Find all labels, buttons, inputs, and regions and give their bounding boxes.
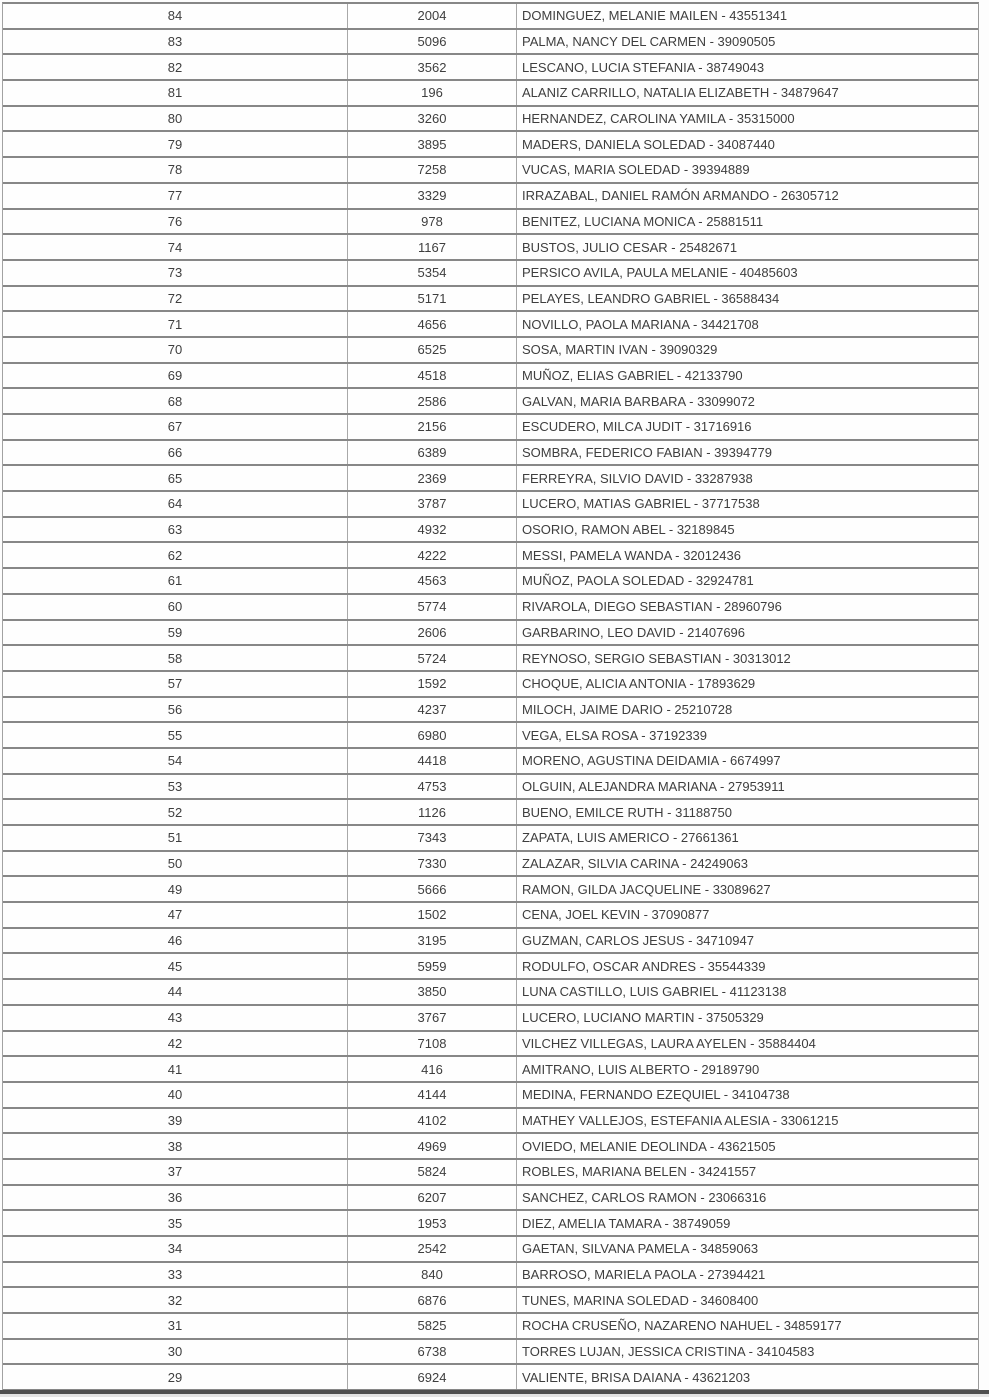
table-row [3, 312, 978, 338]
name-dni-cell: LESCANO, LUCIA STEFANIA - 38749043 [522, 59, 765, 75]
number-cell: 978 [347, 210, 517, 234]
number-cell: 6389 [347, 441, 517, 465]
table-row [3, 287, 978, 313]
order-cell: 55 [167, 727, 183, 743]
name-dni-cell: OSORIO, RAMON ABEL - 32189845 [522, 522, 735, 538]
number-cell: 1126 [347, 800, 517, 824]
order-cell: 50 [167, 856, 183, 872]
number-cell: 3562 [347, 55, 517, 79]
number-cell: 5171 [347, 287, 517, 311]
table-row [3, 980, 978, 1006]
name-dni-cell: PELAYES, LEANDRO GABRIEL - 36588434 [522, 290, 780, 306]
table-row [3, 492, 978, 518]
order-cell: 54 [167, 753, 183, 769]
name-dni-cell: ROBLES, MARIANA BELEN - 34241557 [522, 1164, 757, 1180]
number-cell: 4969 [347, 1134, 517, 1158]
table-row [3, 389, 978, 415]
table-row [3, 55, 978, 81]
table-row [3, 1340, 978, 1366]
table-row [3, 1211, 978, 1237]
order-cell: 58 [167, 650, 183, 666]
table-row [3, 1057, 978, 1083]
order-cell: 78 [167, 162, 183, 178]
table-row [3, 338, 978, 364]
number-cell: 5825 [347, 1314, 517, 1338]
order-cell: 82 [167, 59, 183, 75]
order-cell: 29 [167, 1369, 183, 1385]
table-row [3, 903, 978, 929]
number-cell: 1167 [347, 235, 517, 259]
table-row [3, 1134, 978, 1160]
number-cell: 1953 [347, 1211, 517, 1235]
table-row [3, 954, 978, 980]
number-cell: 4753 [347, 775, 517, 799]
number-cell: 7108 [347, 1032, 517, 1056]
order-cell: 34 [167, 1241, 183, 1257]
roster-table-body [3, 4, 978, 1391]
name-dni-cell: MUÑOZ, PAOLA SOLEDAD - 32924781 [522, 573, 754, 589]
order-cell: 72 [167, 290, 183, 306]
order-cell: 39 [167, 1112, 183, 1128]
order-cell: 35 [167, 1215, 183, 1231]
name-dni-cell: ALANIZ CARRILLO, NATALIA ELIZABETH - 34879647 [522, 85, 839, 101]
table-row [3, 1109, 978, 1135]
table-row [3, 235, 978, 261]
name-dni-cell: GAETAN, SILVANA PAMELA - 34859063 [522, 1241, 759, 1257]
name-dni-cell: VILCHEZ VILLEGAS, LAURA AYELEN - 35884404 [522, 1035, 816, 1051]
order-cell: 68 [167, 393, 183, 409]
number-cell: 196 [347, 81, 517, 105]
number-cell: 4237 [347, 698, 517, 722]
number-cell: 3787 [347, 492, 517, 516]
name-dni-cell: TORRES LUJAN, JESSICA CRISTINA - 34104583 [522, 1344, 815, 1360]
table-row [3, 775, 978, 801]
order-cell: 30 [167, 1344, 183, 1360]
name-dni-cell: AMITRANO, LUIS ALBERTO - 29189790 [522, 1061, 760, 1077]
page-bottom-shadow [0, 1394, 989, 1397]
number-cell: 6207 [347, 1186, 517, 1210]
table-row [3, 672, 978, 698]
number-cell: 5774 [347, 595, 517, 619]
table-row [3, 466, 978, 492]
number-cell: 1502 [347, 903, 517, 927]
order-cell: 57 [167, 676, 183, 692]
order-cell: 33 [167, 1267, 183, 1283]
name-dni-cell: ZAPATA, LUIS AMERICO - 27661361 [522, 830, 739, 846]
name-dni-cell: PALMA, NANCY DEL CARMEN - 39090505 [522, 34, 776, 50]
name-dni-cell: CHOQUE, ALICIA ANTONIA - 17893629 [522, 676, 756, 692]
table-row [3, 107, 978, 133]
number-cell: 5824 [347, 1160, 517, 1184]
name-dni-cell: PERSICO AVILA, PAULA MELANIE - 40485603 [522, 265, 798, 281]
name-dni-cell: GUZMAN, CARLOS JESUS - 34710947 [522, 933, 754, 949]
table-row [3, 1160, 978, 1186]
table-row [3, 621, 978, 647]
name-dni-cell: BARROSO, MARIELA PAOLA - 27394421 [522, 1267, 766, 1283]
number-cell: 4418 [347, 749, 517, 773]
number-cell: 1592 [347, 672, 517, 696]
order-cell: 40 [167, 1087, 183, 1103]
table-row [3, 518, 978, 544]
order-cell: 56 [167, 701, 183, 717]
number-cell: 6525 [347, 338, 517, 362]
name-dni-cell: LUCERO, MATIAS GABRIEL - 37717538 [522, 496, 760, 512]
order-cell: 49 [167, 881, 183, 897]
name-dni-cell: GALVAN, MARIA BARBARA - 33099072 [522, 393, 755, 409]
table-row [3, 210, 978, 236]
number-cell: 6738 [347, 1340, 517, 1364]
number-cell: 5724 [347, 646, 517, 670]
order-cell: 65 [167, 470, 183, 486]
order-cell: 69 [167, 367, 183, 383]
number-cell: 5959 [347, 954, 517, 978]
number-cell: 3895 [347, 132, 517, 156]
number-cell: 5354 [347, 261, 517, 285]
number-cell: 2606 [347, 621, 517, 645]
number-cell: 7330 [347, 852, 517, 876]
name-dni-cell: MADERS, DANIELA SOLEDAD - 34087440 [522, 136, 775, 152]
name-dni-cell: LUNA CASTILLO, LUIS GABRIEL - 41123138 [522, 984, 787, 1000]
order-cell: 81 [167, 85, 183, 101]
name-dni-cell: ROCHA CRUSEÑO, NAZARENO NAHUEL - 34859177 [522, 1318, 842, 1334]
table-row [3, 1083, 978, 1109]
order-cell: 70 [167, 342, 183, 358]
order-cell: 42 [167, 1035, 183, 1051]
number-cell: 6924 [347, 1365, 517, 1389]
name-dni-cell: ZALAZAR, SILVIA CARINA - 24249063 [522, 856, 748, 872]
number-cell: 3260 [347, 107, 517, 131]
number-cell: 4518 [347, 364, 517, 388]
name-dni-cell: SOMBRA, FEDERICO FABIAN - 39394779 [522, 445, 772, 461]
table-row [3, 1314, 978, 1340]
number-cell: 4222 [347, 543, 517, 567]
number-cell: 3329 [347, 184, 517, 208]
order-cell: 61 [167, 573, 183, 589]
table-row [3, 1006, 978, 1032]
name-dni-cell: OVIEDO, MELANIE DEOLINDA - 43621505 [522, 1138, 776, 1154]
table-row [3, 441, 978, 467]
order-cell: 80 [167, 111, 183, 127]
table-row [3, 1237, 978, 1263]
order-cell: 74 [167, 239, 183, 255]
name-dni-cell: MATHEY VALLEJOS, ESTEFANIA ALESIA - 33061215 [522, 1112, 839, 1128]
number-cell: 840 [347, 1263, 517, 1287]
name-dni-cell: FERREYRA, SILVIO DAVID - 33287938 [522, 470, 753, 486]
number-cell: 6876 [347, 1288, 517, 1312]
name-dni-cell: MUÑOZ, ELIAS GABRIEL - 42133790 [522, 367, 743, 383]
table-row [3, 749, 978, 775]
name-dni-cell: REYNOSO, SERGIO SEBASTIAN - 30313012 [522, 650, 791, 666]
name-dni-cell: MEDINA, FERNANDO EZEQUIEL - 34104738 [522, 1087, 790, 1103]
table-row [3, 158, 978, 184]
order-cell: 45 [167, 958, 183, 974]
table-row [3, 929, 978, 955]
order-cell: 77 [167, 188, 183, 204]
order-cell: 67 [167, 419, 183, 435]
number-cell: 3195 [347, 929, 517, 953]
order-cell: 37 [167, 1164, 183, 1180]
number-cell: 2586 [347, 389, 517, 413]
name-dni-cell: BUSTOS, JULIO CESAR - 25482671 [522, 239, 738, 255]
name-dni-cell: MORENO, AGUSTINA DEIDAMIA - 6674997 [522, 753, 781, 769]
order-cell: 52 [167, 804, 183, 820]
name-dni-cell: SANCHEZ, CARLOS RAMON - 23066316 [522, 1189, 767, 1205]
order-cell: 73 [167, 265, 183, 281]
order-cell: 71 [167, 316, 183, 332]
table-row [3, 877, 978, 903]
name-dni-cell: VALIENTE, BRISA DAIANA - 43621203 [522, 1369, 751, 1385]
table-row [3, 30, 978, 56]
number-cell: 4144 [347, 1083, 517, 1107]
table-row [3, 852, 978, 878]
order-cell: 43 [167, 1010, 183, 1026]
roster-table [2, 2, 979, 1391]
order-cell: 51 [167, 830, 183, 846]
number-cell: 416 [347, 1057, 517, 1081]
order-cell: 63 [167, 522, 183, 538]
table-row [3, 184, 978, 210]
table-row [3, 723, 978, 749]
number-cell: 2542 [347, 1237, 517, 1261]
number-cell: 4102 [347, 1109, 517, 1133]
table-row [3, 4, 978, 30]
name-dni-cell: HERNANDEZ, CAROLINA YAMILA - 35315000 [522, 111, 795, 127]
number-cell: 4563 [347, 569, 517, 593]
number-cell: 3767 [347, 1006, 517, 1030]
name-dni-cell: TUNES, MARINA SOLEDAD - 34608400 [522, 1292, 759, 1308]
name-dni-cell: MESSI, PAMELA WANDA - 32012436 [522, 547, 741, 563]
number-cell: 2004 [347, 4, 517, 28]
order-cell: 47 [167, 907, 183, 923]
name-dni-cell: VUCAS, MARIA SOLEDAD - 39394889 [522, 162, 750, 178]
order-cell: 76 [167, 213, 183, 229]
order-cell: 59 [167, 624, 183, 640]
table-row [3, 646, 978, 672]
number-cell: 5096 [347, 30, 517, 54]
table-row [3, 1288, 978, 1314]
name-dni-cell: MILOCH, JAIME DARIO - 25210728 [522, 701, 733, 717]
name-dni-cell: OLGUIN, ALEJANDRA MARIANA - 27953911 [522, 778, 785, 794]
order-cell: 79 [167, 136, 183, 152]
name-dni-cell: DIEZ, AMELIA TAMARA - 38749059 [522, 1215, 731, 1231]
order-cell: 83 [167, 34, 183, 50]
number-cell: 4656 [347, 312, 517, 336]
order-cell: 66 [167, 445, 183, 461]
name-dni-cell: NOVILLO, PAOLA MARIANA - 34421708 [522, 316, 759, 332]
number-cell: 7343 [347, 826, 517, 850]
number-cell: 2369 [347, 466, 517, 490]
order-cell: 32 [167, 1292, 183, 1308]
table-row [3, 800, 978, 826]
table-row [3, 261, 978, 287]
order-cell: 38 [167, 1138, 183, 1154]
order-cell: 41 [167, 1061, 183, 1077]
table-row [3, 132, 978, 158]
name-dni-cell: CENA, JOEL KEVIN - 37090877 [522, 907, 710, 923]
name-dni-cell: ESCUDERO, MILCA JUDIT - 31716916 [522, 419, 752, 435]
number-cell: 3850 [347, 980, 517, 1004]
order-cell: 64 [167, 496, 183, 512]
table-row [3, 698, 978, 724]
number-cell: 5666 [347, 877, 517, 901]
table-row [3, 595, 978, 621]
name-dni-cell: GARBARINO, LEO DAVID - 21407696 [522, 624, 746, 640]
number-cell: 7258 [347, 158, 517, 182]
table-row [3, 415, 978, 441]
order-cell: 62 [167, 547, 183, 563]
table-row [3, 364, 978, 390]
name-dni-cell: IRRAZABAL, DANIEL RAMÓN ARMANDO - 26305712 [522, 188, 839, 204]
name-dni-cell: SOSA, MARTIN IVAN - 39090329 [522, 342, 718, 358]
table-row [3, 569, 978, 595]
number-cell: 6980 [347, 723, 517, 747]
order-cell: 31 [167, 1318, 183, 1334]
order-cell: 46 [167, 933, 183, 949]
order-cell: 36 [167, 1189, 183, 1205]
table-row [3, 543, 978, 569]
order-cell: 53 [167, 778, 183, 794]
number-cell: 2156 [347, 415, 517, 439]
order-cell: 60 [167, 599, 183, 615]
name-dni-cell: RIVAROLA, DIEGO SEBASTIAN - 28960796 [522, 599, 782, 615]
table-row [3, 1365, 978, 1391]
name-dni-cell: BENITEZ, LUCIANA MONICA - 25881511 [522, 213, 764, 229]
table-row [3, 1263, 978, 1289]
name-dni-cell: LUCERO, LUCIANO MARTIN - 37505329 [522, 1010, 764, 1026]
name-dni-cell: BUENO, EMILCE RUTH - 31188750 [522, 804, 732, 820]
name-dni-cell: RODULFO, OSCAR ANDRES - 35544339 [522, 958, 766, 974]
table-row [3, 826, 978, 852]
name-dni-cell: DOMINGUEZ, MELANIE MAILEN - 43551341 [522, 8, 788, 24]
table-row [3, 1032, 978, 1058]
table-row [3, 81, 978, 107]
name-dni-cell: RAMON, GILDA JACQUELINE - 33089627 [522, 881, 771, 897]
number-cell: 4932 [347, 518, 517, 542]
name-dni-cell: VEGA, ELSA ROSA - 37192339 [522, 727, 708, 743]
order-cell: 84 [167, 8, 183, 24]
order-cell: 44 [167, 984, 183, 1000]
table-row [3, 1186, 978, 1212]
